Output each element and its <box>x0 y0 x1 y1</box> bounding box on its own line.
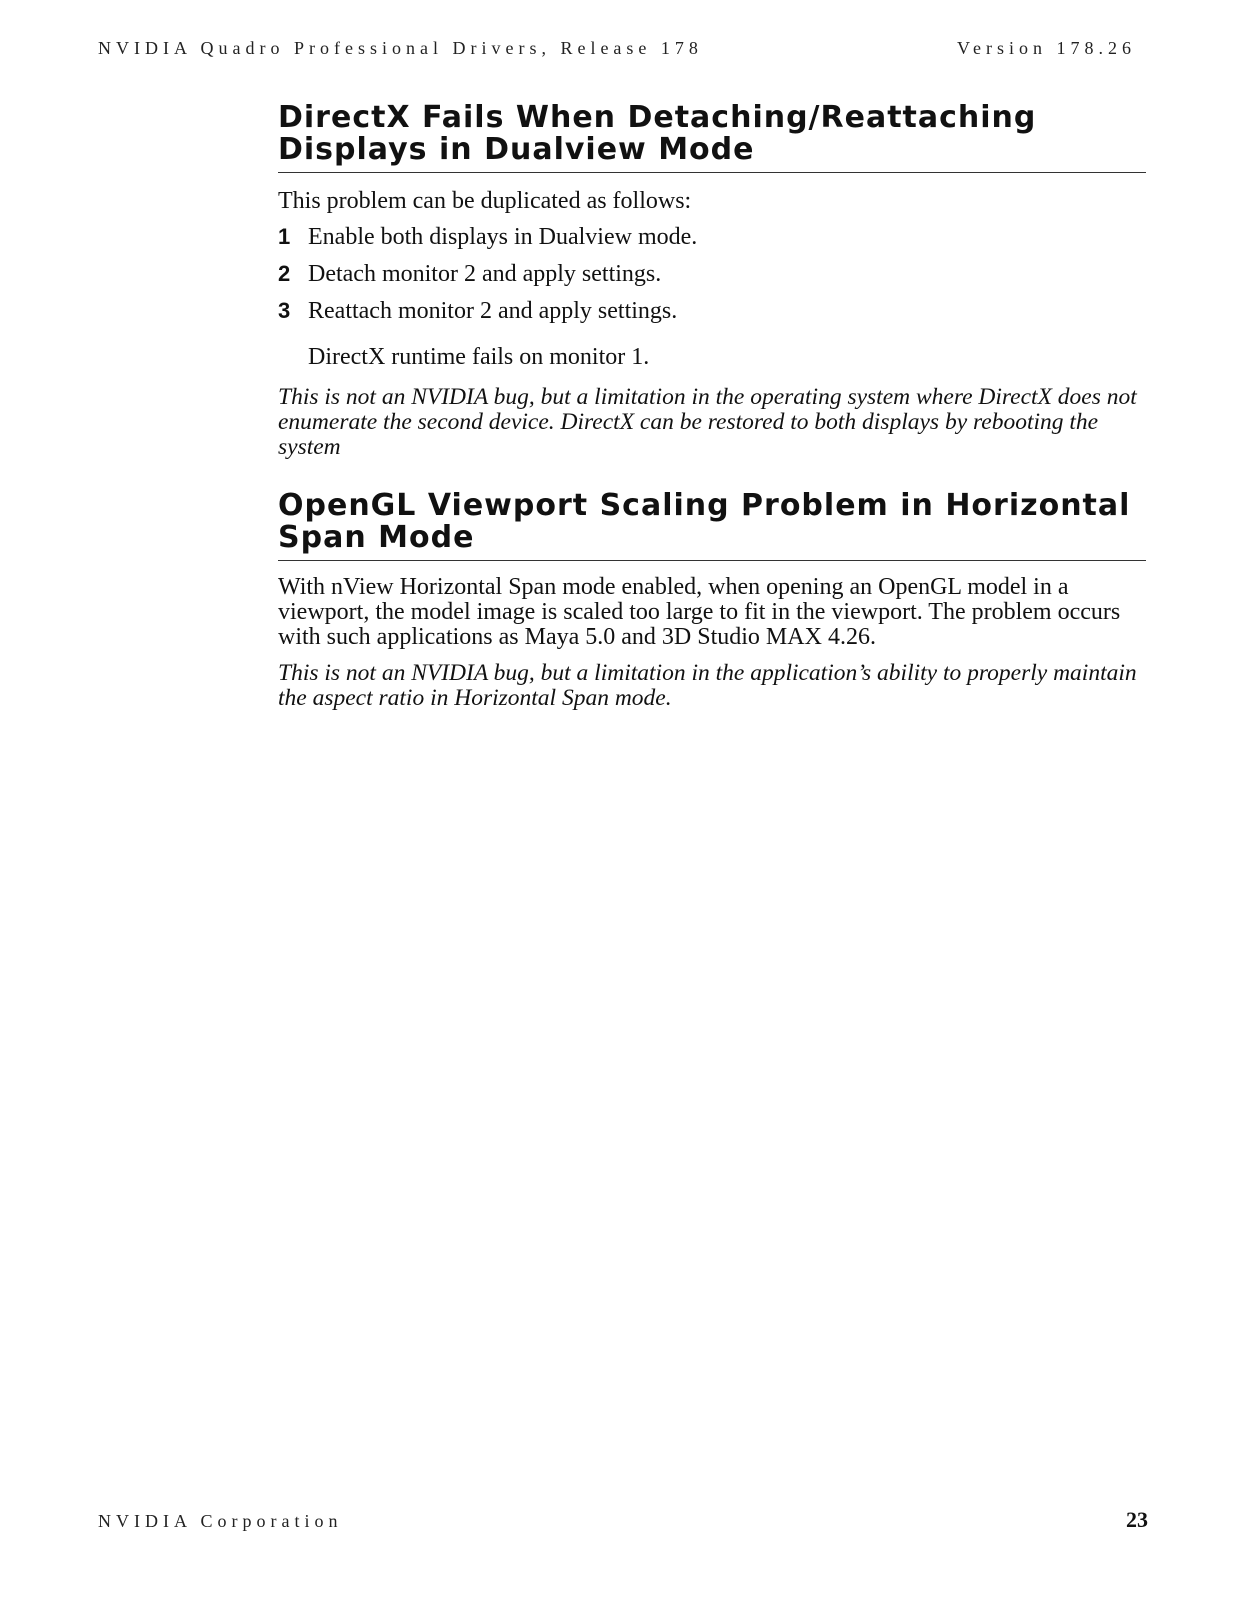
step-item <box>278 297 1146 325</box>
note-paragraph: This is not an NVIDIA bug, but a limitation in the operating system where DirectX does not enumerate the second device. DirectX can be restored to both displays by rebooting the system <box>278 384 1137 460</box>
page-number: 23 <box>1126 1507 1148 1532</box>
step-item <box>278 260 1146 288</box>
running-footer <box>98 1507 1148 1533</box>
intro-paragraph: This problem can be duplicated as follows: <box>278 188 692 214</box>
footer-company: NVIDIA Corporation <box>98 1511 343 1531</box>
section-heading: OpenGL Viewport Scaling Problem in Horizontal Span Mode <box>278 490 1146 561</box>
steps-list <box>278 223 1146 325</box>
section-directx-dualview <box>278 102 1146 460</box>
section-opengl-viewport <box>278 490 1146 711</box>
page-content <box>278 102 1146 711</box>
step-text: Enable both displays in Dualview mode. <box>308 224 698 250</box>
step-number: 3 <box>278 298 291 323</box>
document-title: NVIDIA Quadro Professional Drivers, Release 178 <box>98 38 703 58</box>
note-paragraph: This is not an NVIDIA bug, but a limitation in the application’s ability to properly maintain the aspect ratio in Horizontal Span mode. <box>278 660 1137 711</box>
result-paragraph: DirectX runtime fails on monitor 1. <box>308 344 650 370</box>
version-label: Version 178.26 <box>957 38 1136 58</box>
step-number: 1 <box>278 224 291 249</box>
step-item <box>278 223 1146 251</box>
section-heading: DirectX Fails When Detaching/Reattaching Displays in Dualview Mode <box>278 102 1146 173</box>
step-text: Detach monitor 2 and apply settings. <box>308 261 662 287</box>
running-header <box>98 38 1136 59</box>
body-paragraph: With nView Horizontal Span mode enabled, when opening an OpenGL model in a viewport, the model image is scaled too large to fit in the viewport. The problem occurs with such applications as Maya 5.0 and 3D Studio MAX 4.26. <box>278 574 1121 650</box>
step-text: Reattach monitor 2 and apply settings. <box>308 298 678 324</box>
step-number: 2 <box>278 261 291 286</box>
